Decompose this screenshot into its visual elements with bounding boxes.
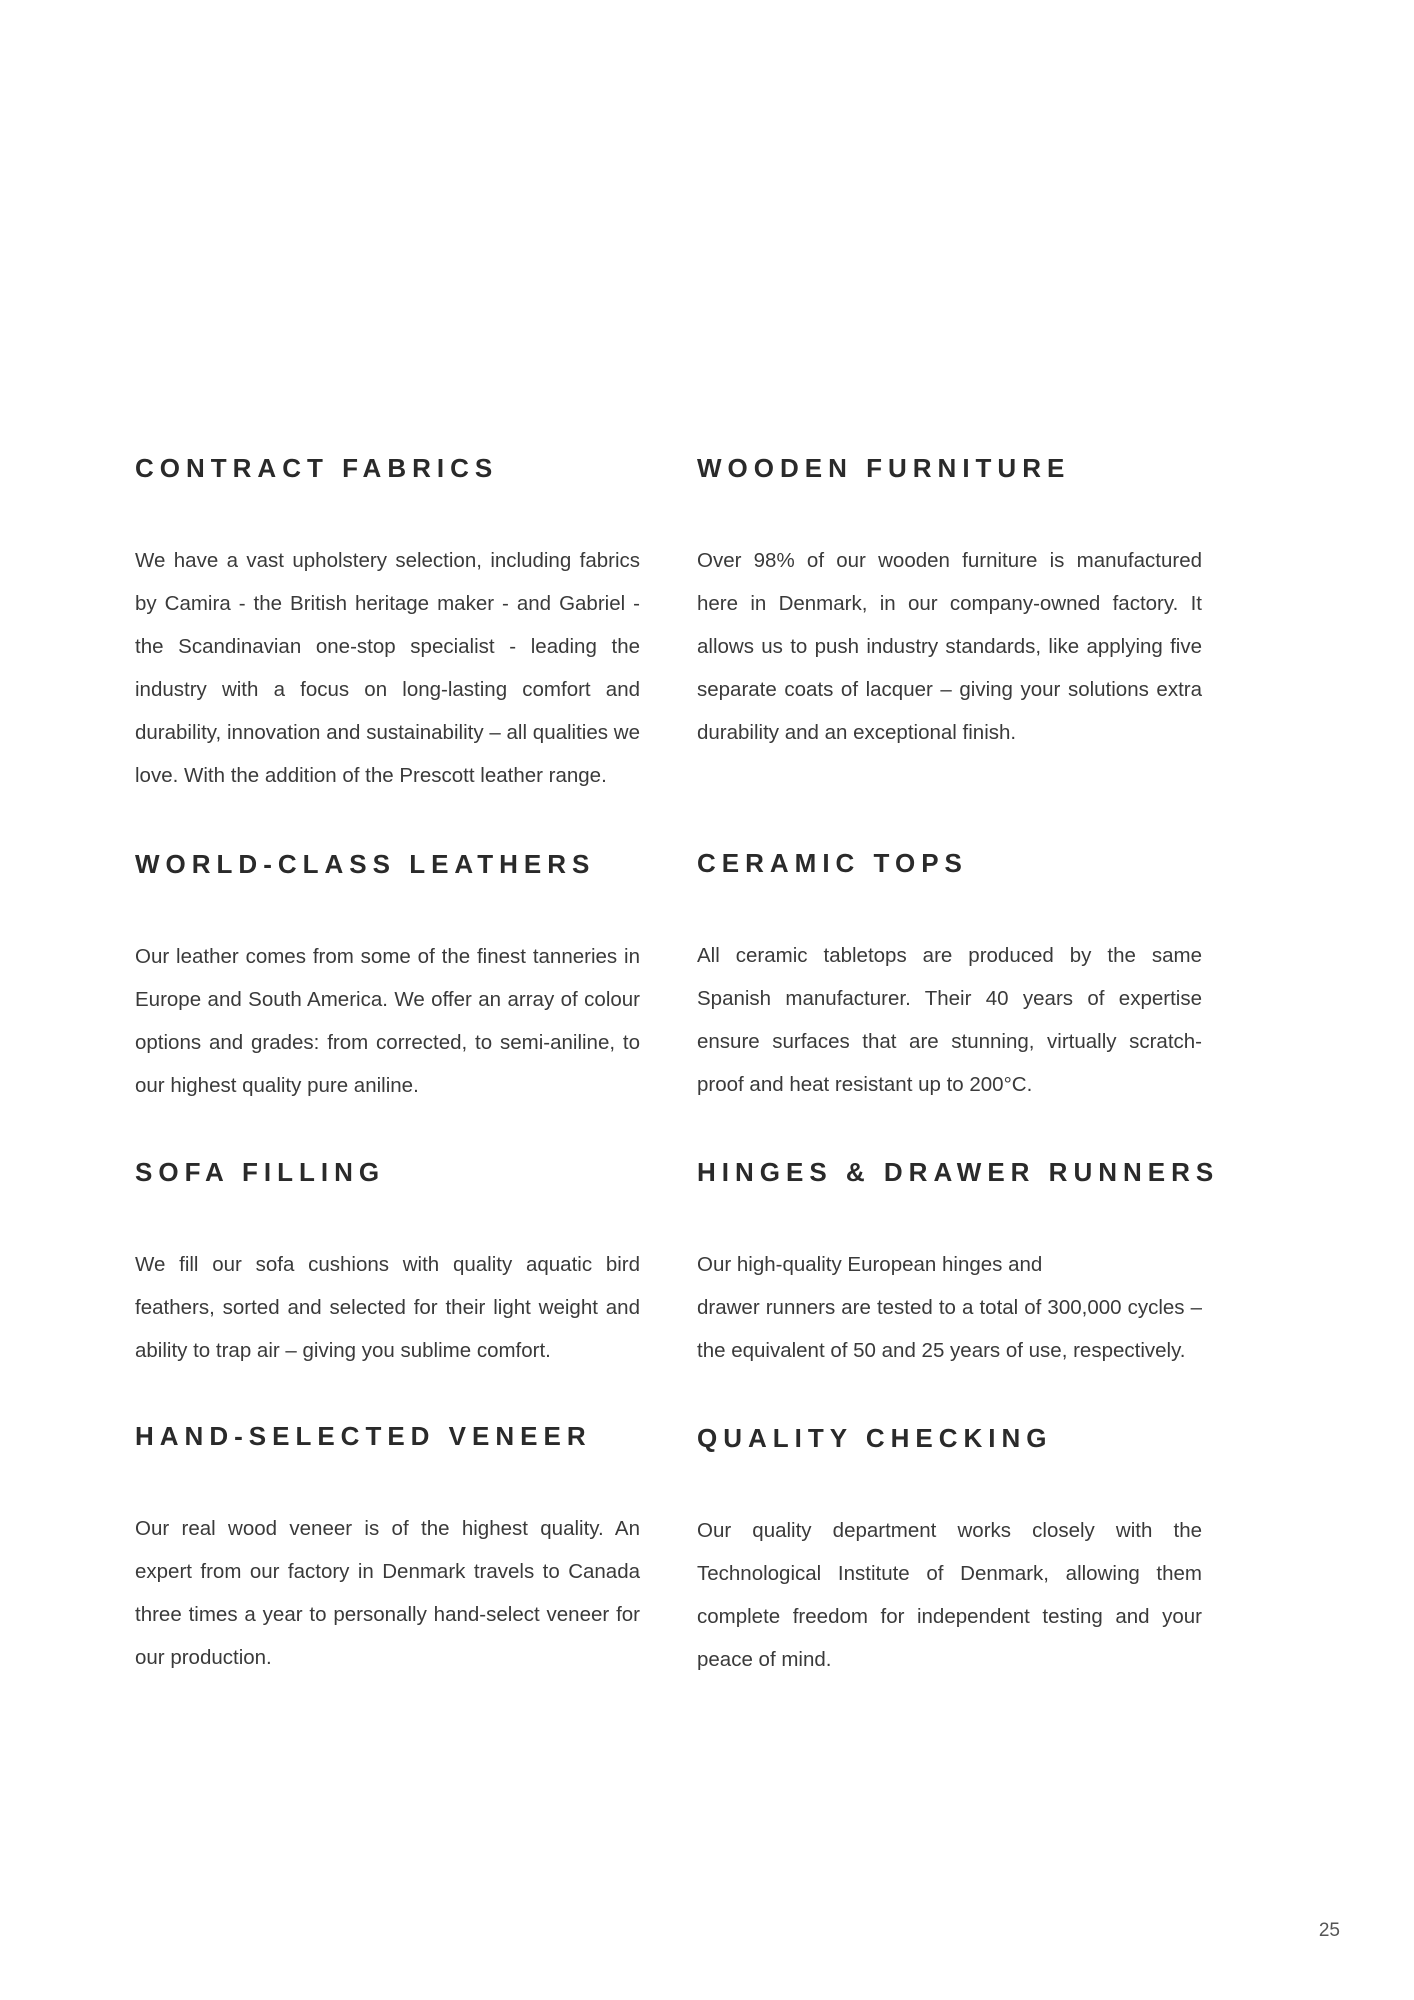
hinges-drawer-runners-heading: HINGES & DRAWER RUNNERS <box>697 1157 1220 1187</box>
section-hand-selected-veneer <box>135 1421 640 1679</box>
quality-checking-body: Our quality department works closely with the Technological Institute of Denmark, allowing them complete freedom for independent testing and your peace of mind. <box>697 1519 1202 1671</box>
wooden-furniture-body: Over 98% of our wooden furniture is manufactured here in Denmark, in our company-owned factory. It allows us to push industry standards, like applying five separate coats of lacquer – giving your solutions extra durability and an exceptional finish. <box>697 549 1202 744</box>
hinges-body-line-1: Our high-quality European hinges and <box>697 1253 1043 1276</box>
sofa-filling-heading: SOFA FILLING <box>135 1157 386 1187</box>
section-quality-checking <box>697 1423 1202 1681</box>
contract-fabrics-heading: CONTRACT FABRICS <box>135 453 499 483</box>
ceramic-tops-heading: CERAMIC TOPS <box>697 848 968 878</box>
hand-selected-veneer-body: Our real wood veneer is of the highest quality. An expert from our factory in Denmark travels to Canada three times a year to personally hand-select veneer for our production. <box>135 1517 640 1669</box>
section-world-class-leathers <box>135 849 640 1107</box>
contract-fabrics-body: We have a vast upholstery selection, including fabrics by Camira - the British heritage maker - and Gabriel - the Scandinavian one-stop specialist - leading the industry with a focus on long-lasting comfort and durability, innovation and sustainability – all qualities we love. With the addition of the Prescott leather range. <box>135 549 640 787</box>
hand-selected-veneer-heading: HAND-SELECTED VENEER <box>135 1421 592 1451</box>
ceramic-tops-body: All ceramic tabletops are produced by the same Spanish manufacturer. Their 40 years of expertise ensure surfaces that are stunning, virtually scratch-proof and heat resistant up to 200°C. <box>697 944 1202 1096</box>
quality-checking-heading: QUALITY CHECKING <box>697 1423 1053 1453</box>
section-sofa-filling <box>135 1157 640 1372</box>
hinges-drawer-runners-body <box>697 1243 1202 1372</box>
section-wooden-furniture <box>697 453 1202 754</box>
wooden-furniture-heading: WOODEN FURNITURE <box>697 453 1071 483</box>
world-class-leathers-heading: WORLD-CLASS LEATHERS <box>135 849 596 879</box>
section-hinges-drawer-runners <box>697 1157 1220 1372</box>
sofa-filling-body: We fill our sofa cushions with quality aquatic bird feathers, sorted and selected for their light weight and ability to trap air – giving you sublime comfort. <box>135 1253 640 1362</box>
section-ceramic-tops <box>697 848 1202 1106</box>
hinges-body-line-rest: drawer runners are tested to a total of 300,000 cycles – the equivalent of 50 and 25 years of use, respectively. <box>697 1296 1202 1362</box>
world-class-leathers-body: Our leather comes from some of the finest tanneries in Europe and South America. We offer an array of colour options and grades: from corrected, to semi-aniline, to our highest quality pure aniline. <box>135 945 640 1097</box>
page-number: 25 <box>1318 1920 1340 1941</box>
section-contract-fabrics <box>135 453 640 797</box>
